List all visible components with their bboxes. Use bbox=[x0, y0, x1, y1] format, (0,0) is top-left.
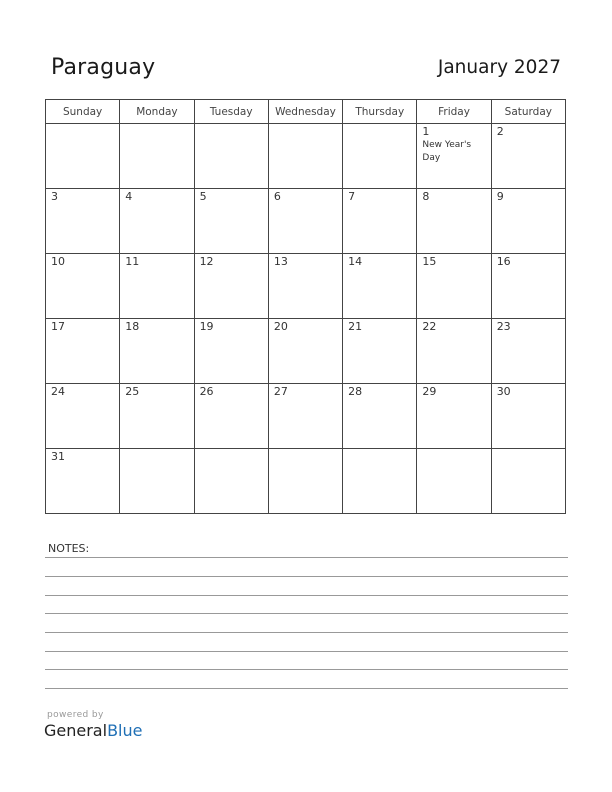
day-cell bbox=[343, 124, 417, 189]
day-cell bbox=[194, 189, 268, 254]
weekday-header: Friday bbox=[417, 100, 491, 124]
day-cell bbox=[194, 384, 268, 449]
day-number: 7 bbox=[348, 190, 356, 203]
day-cell bbox=[268, 124, 342, 189]
day-cell bbox=[120, 449, 194, 514]
day-number bbox=[492, 449, 565, 450]
day-cell bbox=[268, 384, 342, 449]
notes-line bbox=[45, 651, 568, 652]
day-number bbox=[417, 449, 490, 450]
day-cell bbox=[46, 449, 120, 514]
day-cell bbox=[417, 254, 491, 319]
day-number bbox=[120, 449, 193, 450]
weekday-header: Monday bbox=[120, 100, 194, 124]
month-year-title: January 2027 bbox=[437, 57, 561, 78]
calendar-grid bbox=[45, 99, 566, 514]
weekday-header: Wednesday bbox=[268, 100, 342, 124]
day-number: 16 bbox=[496, 255, 511, 268]
weekday-header: Tuesday bbox=[194, 100, 268, 124]
day-cell bbox=[491, 384, 565, 449]
day-number: 6 bbox=[273, 190, 281, 203]
day-cell bbox=[194, 449, 268, 514]
day-number bbox=[195, 449, 268, 450]
notes-line bbox=[45, 632, 568, 633]
day-cell bbox=[417, 189, 491, 254]
day-cell bbox=[194, 124, 268, 189]
day-cell bbox=[491, 189, 565, 254]
week-row bbox=[46, 449, 566, 514]
week-row bbox=[46, 384, 566, 449]
week-row bbox=[46, 254, 566, 319]
day-number: 11 bbox=[125, 255, 140, 268]
day-number: 23 bbox=[496, 320, 511, 333]
notes-line bbox=[45, 576, 568, 577]
day-cell bbox=[194, 254, 268, 319]
day-cell bbox=[491, 449, 565, 514]
day-number: 22 bbox=[422, 320, 437, 333]
brand-blue: Blue bbox=[107, 721, 143, 740]
day-cell bbox=[343, 189, 417, 254]
week-row bbox=[46, 124, 566, 189]
day-number: 17 bbox=[51, 320, 65, 333]
weekday-header-row bbox=[46, 100, 566, 124]
brand-general: General bbox=[44, 721, 108, 740]
day-number: 3 bbox=[51, 190, 58, 203]
day-number: 29 bbox=[422, 385, 437, 398]
day-number: 18 bbox=[125, 320, 140, 333]
day-number: 21 bbox=[348, 320, 363, 333]
day-cell bbox=[417, 384, 491, 449]
notes-line bbox=[45, 688, 568, 689]
weekday-header: Saturday bbox=[491, 100, 565, 124]
day-cell bbox=[268, 189, 342, 254]
day-number bbox=[269, 124, 342, 125]
day-cell bbox=[417, 319, 491, 384]
day-cell bbox=[491, 124, 565, 189]
brand-logo bbox=[44, 721, 142, 740]
weekday-header: Sunday bbox=[46, 100, 120, 124]
day-number: 9 bbox=[496, 190, 504, 203]
day-number: 19 bbox=[199, 320, 214, 333]
week-row bbox=[46, 319, 566, 384]
day-number: 24 bbox=[51, 385, 65, 398]
day-number bbox=[343, 124, 416, 125]
notes-line bbox=[45, 595, 568, 596]
day-number bbox=[195, 124, 268, 125]
weekday-header: Thursday bbox=[343, 100, 417, 124]
day-number: 13 bbox=[273, 255, 288, 268]
day-number bbox=[343, 449, 416, 450]
day-cell bbox=[46, 384, 120, 449]
holiday-label: New Year's Day bbox=[422, 140, 472, 163]
day-cell bbox=[120, 124, 194, 189]
day-number: 5 bbox=[199, 190, 207, 203]
day-number: 8 bbox=[422, 190, 430, 203]
day-cell bbox=[46, 319, 120, 384]
day-cell bbox=[268, 254, 342, 319]
day-cell bbox=[46, 189, 120, 254]
day-number: 1 bbox=[422, 125, 430, 138]
day-cell bbox=[417, 124, 491, 189]
day-cell bbox=[120, 319, 194, 384]
notes-line bbox=[45, 557, 568, 558]
day-number: 25 bbox=[125, 385, 140, 398]
day-number: 12 bbox=[199, 255, 214, 268]
day-cell bbox=[491, 319, 565, 384]
day-cell bbox=[194, 319, 268, 384]
day-cell bbox=[343, 449, 417, 514]
day-cell bbox=[491, 254, 565, 319]
day-cell bbox=[46, 254, 120, 319]
notes-line bbox=[45, 613, 568, 614]
day-cell bbox=[120, 384, 194, 449]
country-title: Paraguay bbox=[51, 55, 156, 80]
day-number: 14 bbox=[348, 255, 363, 268]
day-number: 26 bbox=[199, 385, 214, 398]
week-row bbox=[46, 189, 566, 254]
day-cell bbox=[343, 254, 417, 319]
day-number: 27 bbox=[273, 385, 288, 398]
notes-line bbox=[45, 669, 568, 670]
day-number bbox=[120, 124, 193, 125]
day-number: 30 bbox=[496, 385, 511, 398]
day-cell bbox=[343, 384, 417, 449]
day-cell bbox=[343, 319, 417, 384]
day-cell bbox=[46, 124, 120, 189]
day-cell bbox=[268, 319, 342, 384]
day-number: 10 bbox=[51, 255, 65, 268]
day-number: 4 bbox=[125, 190, 133, 203]
day-cell bbox=[268, 449, 342, 514]
day-number: 31 bbox=[51, 450, 65, 463]
day-cell bbox=[120, 254, 194, 319]
day-cell bbox=[417, 449, 491, 514]
notes-label: NOTES: bbox=[48, 542, 90, 555]
day-cell bbox=[120, 189, 194, 254]
day-number: 28 bbox=[348, 385, 363, 398]
day-number bbox=[269, 449, 342, 450]
powered-by-text: powered by bbox=[47, 710, 104, 720]
day-number: 15 bbox=[422, 255, 437, 268]
day-number: 20 bbox=[273, 320, 288, 333]
day-number: 2 bbox=[496, 125, 504, 138]
day-number bbox=[46, 124, 119, 125]
